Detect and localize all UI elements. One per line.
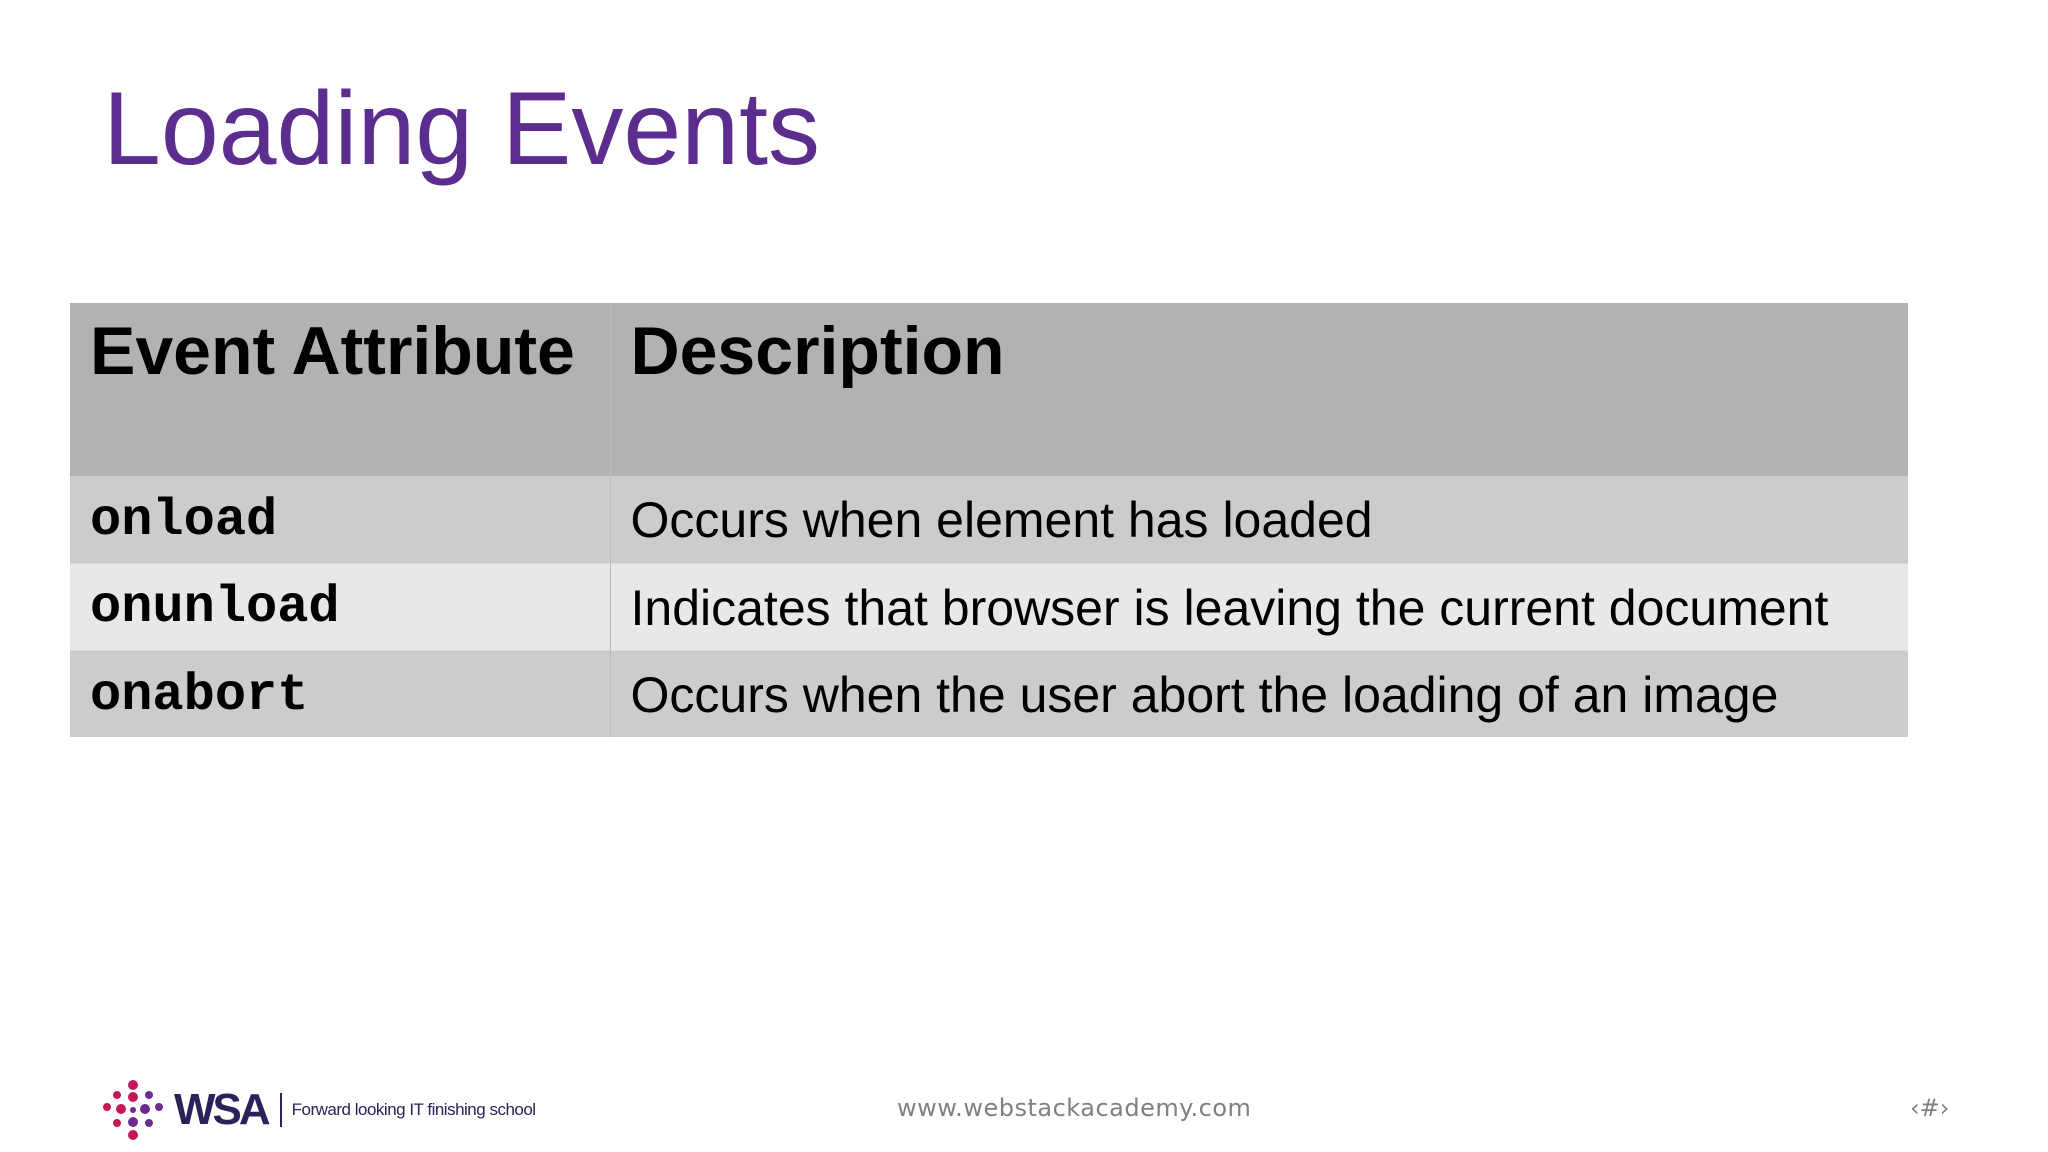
logo-divider xyxy=(280,1093,282,1127)
table-row xyxy=(70,476,1908,563)
table-row xyxy=(70,563,1908,650)
events-table xyxy=(70,303,1908,737)
table-header-row xyxy=(70,303,1908,476)
table-row xyxy=(70,650,1908,737)
slide-title: Loading Events xyxy=(103,71,820,187)
footer-url: www.webstackacademy.com xyxy=(897,1094,1252,1122)
header-description: Description xyxy=(630,313,1005,389)
logo-wordmark: WSA xyxy=(174,1085,268,1134)
footer-logo xyxy=(102,1078,536,1142)
event-description-cell: Indicates that browser is leaving the current document xyxy=(610,563,1908,650)
logo-tagline: Forward looking IT finishing school xyxy=(291,1100,536,1119)
event-description-cell: Occurs when element has loaded xyxy=(630,492,1373,549)
dot-grid-logo-icon xyxy=(102,1079,164,1141)
header-event-attribute: Event Attribute xyxy=(70,303,610,476)
event-attribute-cell: onload xyxy=(70,476,610,563)
event-attribute-cell: onunload xyxy=(70,563,610,650)
event-attribute-cell: onabort xyxy=(70,650,610,737)
event-description-cell: Occurs when the user abort the loading of an image xyxy=(610,650,1908,737)
slide-number: ‹#› xyxy=(1910,1094,1950,1122)
